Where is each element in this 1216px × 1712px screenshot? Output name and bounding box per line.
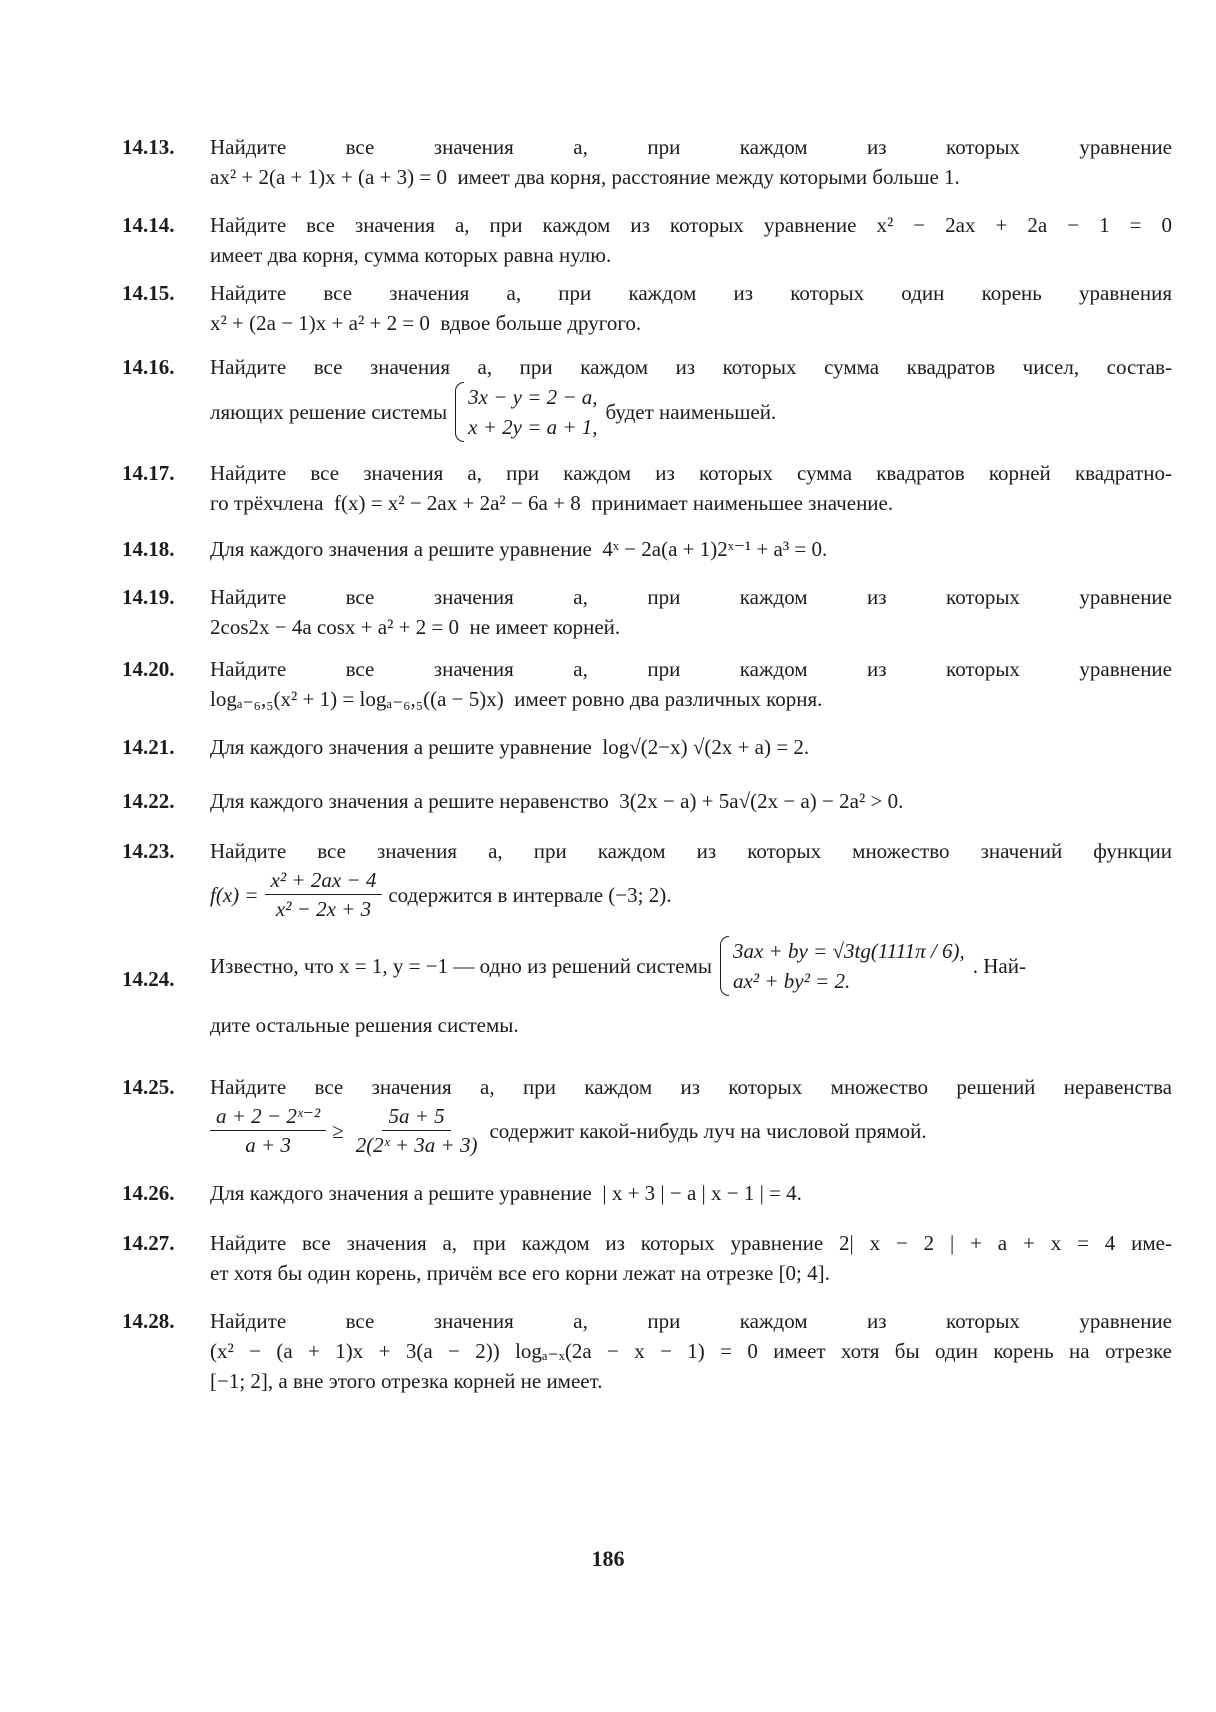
fraction-left [210, 1102, 326, 1159]
fraction-right [350, 1102, 484, 1159]
problem-number: 14.28. [122, 1309, 175, 1333]
problem-14-15 [122, 278, 1172, 338]
problem-14-22 [122, 786, 1172, 816]
problem-number: 14.15. [122, 281, 175, 305]
problem-14-27 [122, 1228, 1172, 1288]
problem-text-line: Найдите все значения a, при каждом из которых сумма квадратов чисел, состав- [210, 355, 1172, 379]
fraction-numerator: x² + 2ax − 4 [265, 866, 383, 895]
problem-text-line: Найдите все значения a, при каждом из которых уравнение [210, 1309, 1172, 1333]
problem-text-line: x² + (2a − 1)x + a² + 2 = 0 вдвое больше другого. [210, 311, 642, 335]
problem-text-line: Для каждого значения a решите уравнение | x + 3 | − a | x − 1 | = 4. [210, 1181, 802, 1205]
problem-text-line: Найдите все значения a, при каждом из которых множество значений функции [210, 839, 1172, 863]
problem-14-13 [122, 132, 1172, 192]
problem-text-line: дите остальные решения системы. [210, 1013, 519, 1037]
problem-text-line: го трёхчлена f(x) = x² − 2ax + 2a² − 6a + 8 принимает наименьшее значение. [210, 491, 894, 515]
problem-number: 14.23. [122, 839, 175, 863]
problem-text-line: Найдите все значения a, при каждом из которых уравнение [210, 585, 1172, 609]
problem-text-line: 2cos2x − 4a cosx + a² + 2 = 0 не имеет корней. [210, 615, 621, 639]
problem-14-24 [122, 936, 1172, 1040]
problem-14-17 [122, 458, 1172, 518]
equation-system [720, 936, 965, 996]
equation-system [455, 382, 597, 442]
problem-text-line: [−1; 2], а вне этого отрезка корней не имеет. [210, 1369, 603, 1393]
problem-number: 14.19. [122, 585, 175, 609]
problem-text-line: Найдите все значения a, при каждом из которых один корень уравнения [210, 281, 1172, 305]
problem-14-14 [122, 210, 1172, 270]
fraction-numerator: a + 2 − 2ˣ⁻² [210, 1102, 326, 1131]
problem-text-line: Найдите все значения a, при каждом из которых множество решений неравенства [210, 1075, 1172, 1099]
problem-14-23 [122, 836, 1172, 923]
problem-text: содержится в интервале (−3; 2). [388, 882, 672, 907]
fraction-numerator: 5a + 5 [382, 1102, 450, 1131]
problem-14-26 [122, 1178, 1172, 1208]
inequality-sign: ≥ [332, 1118, 344, 1143]
problem-text-line: Для каждого значения a решите уравнение log√(2−x) √(2x + a) = 2. [210, 735, 810, 759]
problem-number: 14.17. [122, 461, 175, 485]
problem-text: содержит какой-нибудь луч на числовой прямой. [489, 1118, 927, 1143]
problem-14-25 [122, 1072, 1172, 1159]
problem-text: ляющих решение системы [210, 400, 448, 424]
problem-text-line: Найдите все значения a, при каждом из которых уравнение 2| x − 2 | + a + x = 4 име- [210, 1231, 1172, 1255]
system-equation-1: 3ax + by = √3tg(1111π / 6), [732, 939, 965, 963]
problem-number: 14.27. [122, 1231, 175, 1255]
left-brace [455, 382, 464, 442]
system-equation-2: x + 2y = a + 1, [468, 415, 598, 439]
problem-14-21 [122, 732, 1172, 762]
problem-text-line: Найдите все значения a, при каждом из которых уравнение [210, 135, 1172, 159]
page-number: 186 [591, 1546, 625, 1571]
problem-14-28 [122, 1306, 1172, 1396]
function-label: f(x) = [210, 882, 259, 907]
problem-text-line: Найдите все значения a, при каждом из которых уравнение [210, 657, 1172, 681]
problem-14-19 [122, 582, 1172, 642]
fraction-denominator: x² − 2x + 3 [275, 897, 372, 921]
problem-text-line: Для каждого значения a решите неравенство 3(2x − a) + 5a√(2x − a) − 2a² > 0. [210, 789, 904, 813]
problem-text-line: имеет два корня, сумма которых равна нулю. [210, 243, 612, 267]
problem-text: будет наименьшей. [605, 400, 777, 424]
system-equation-1: 3x − y = 2 − a, [468, 385, 598, 409]
fraction-denominator: a + 3 [245, 1133, 291, 1157]
problem-14-16 [122, 352, 1172, 442]
problem-number: 14.26. [122, 1181, 175, 1205]
problem-text-line: ет хотя бы один корень, причём все его корни лежат на отрезке [0; 4]. [210, 1261, 830, 1285]
problem-14-20 [122, 654, 1172, 714]
problem-number: 14.22. [122, 789, 175, 813]
problem-text-line: (x² − (a + 1)x + 3(a − 2)) logₐ₋ₓ(2a − x − 1) = 0 имеет хотя бы один корень на отрезке [210, 1339, 1172, 1363]
problem-number: 14.18. [122, 537, 175, 561]
problem-text-line: Найдите все значения a, при каждом из которых сумма квадратов корней квадратно- [210, 461, 1172, 485]
problem-number: 14.25. [122, 1075, 175, 1099]
fraction [265, 866, 383, 923]
problem-number: 14.24. [122, 967, 175, 991]
problem-text: . Най- [972, 954, 1026, 978]
system-equation-2: ax² + by² = 2. [732, 969, 851, 993]
problem-number: 14.21. [122, 735, 175, 759]
problem-number: 14.20. [122, 657, 175, 681]
problem-number: 14.13. [122, 135, 175, 159]
left-brace [720, 936, 729, 996]
problem-number: 14.16. [122, 355, 175, 379]
fraction-denominator: 2(2ˣ + 3a + 3) [355, 1133, 478, 1157]
problem-number: 14.14. [122, 213, 175, 237]
problem-text-line: logₐ₋₆,₅(x² + 1) = logₐ₋₆,₅((a − 5)x) имеет ровно два различных корня. [210, 687, 823, 711]
problem-text-line: Для каждого значения a решите уравнение 4ˣ − 2a(a + 1)2ˣ⁻¹ + a³ = 0. [210, 537, 828, 561]
problem-text-line: ax² + 2(a + 1)x + (a + 3) = 0 имеет два корня, расстояние между которыми больше 1. [210, 165, 960, 189]
problem-text: Известно, что x = 1, y = −1 — одно из решений системы [210, 954, 712, 978]
problem-text-line: Найдите все значения a, при каждом из которых уравнение x² − 2ax + 2a − 1 = 0 [210, 213, 1172, 237]
problem-14-18 [122, 534, 1172, 564]
